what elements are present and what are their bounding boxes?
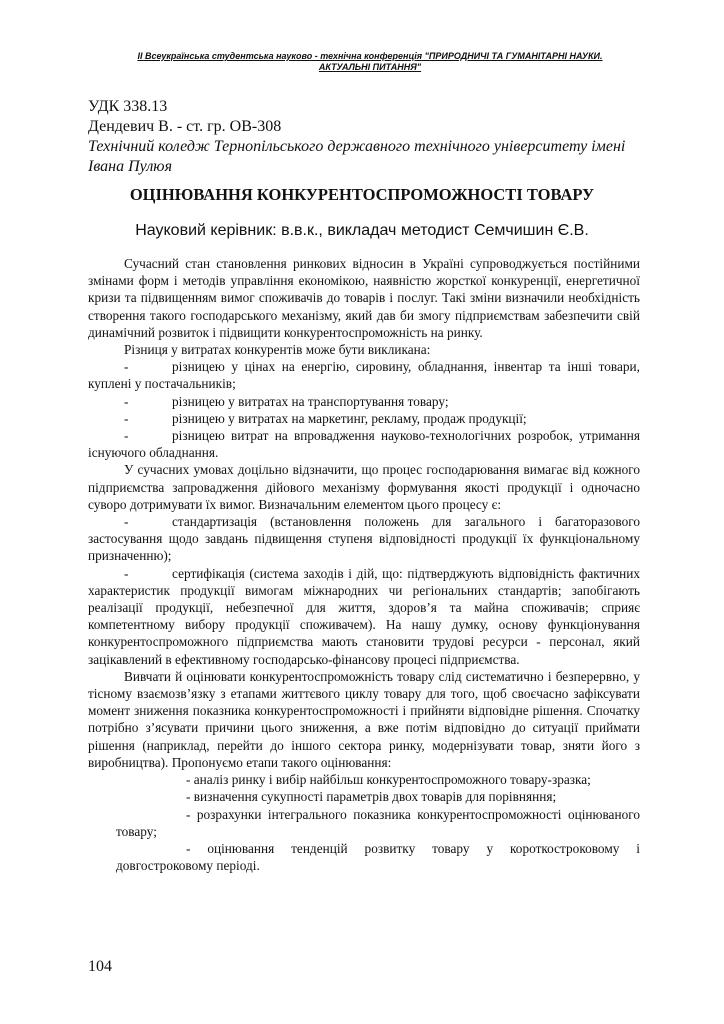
list-item: [88, 565, 640, 668]
conference-header-line-2: АКТУАЛЬНІ ПИТАННЯ": [318, 62, 422, 72]
list-item: [88, 410, 640, 427]
list-item-text: стандартизація (встановлення положень для загального і багаторазового застосування щодо завдань підвищення ступеня відповідності продукції їх функціональному призначенню);: [88, 514, 640, 564]
list-item-text: сертифікація (система заходів і дій, що: підтверджують відповідність фактичних характеристик продукції вимогам міжнародних чи регіональних стандартів; запобігають реалізації продукції, небезпечної для життя, здоров’я та майна споживачів; сприяє компетентному вибору продукції споживачем). На нашу думку, основу функціонування конкурентоспроможного підприємства мають становити трудові ресурси - персонал, який зацікавлений в ефективному господарсько-фінансову процесі підприємства.: [88, 565, 640, 667]
article-meta: [88, 97, 648, 177]
list-item-text: різницею у цінах на енергію, сировину, обладнання, інвентар та інші товари, куплені у постачальників;: [88, 359, 640, 392]
article-title: ОЦІНЮВАННЯ КОНКУРЕНТОСПРОМОЖНОСТІ ТОВАРУ: [129, 185, 595, 204]
list-item: [88, 393, 640, 410]
scientific-advisor: Науковий керівник: в.в.к., викладач методист Семчишин Є.В.: [135, 222, 589, 239]
dash-marker: -: [124, 565, 129, 581]
conference-header-line-1: ІІ Всеукраїнська студентська науково - технічна конференція "ПРИРОДНИЧІ ТА ГУМАНІТАРНІ НАУКИ.: [137, 51, 603, 61]
author-line: Дендевич В. - ст. гр. ОВ-308: [88, 118, 282, 135]
dash-marker: -: [124, 410, 129, 426]
stage-item: - оцінювання тенденцій розвитку товару у короткостроковому і довгостроковому періоді.: [116, 840, 640, 874]
stage-item: - аналіз ринку і вибір найбільш конкурентоспроможного товару-зразка;: [186, 772, 591, 788]
dash-marker: -: [124, 359, 129, 375]
paragraph: Сучасний стан становлення ринкових відносин в Україні супроводжується постійними змінами форм і методів управління економікою, наявністю жорсткої конкуренції, енергетичної кризи та підвищенням вимог споживачів до товарів і послуг. Такі зміни визначили необхідність створення такого господарського механізму, який дав би змогу підприємствам забезпечити свій динамічний розвиток і підвищити конкурентоспроможність на ринку.: [88, 256, 640, 340]
article-body: [88, 255, 640, 874]
paragraph: Різниця у витратах конкурентів може бути викликана:: [124, 342, 431, 358]
dash-marker: -: [124, 514, 129, 530]
list-item: [88, 358, 640, 392]
udc-code: УДК 338.13: [88, 98, 168, 115]
page-number: 104: [88, 958, 112, 975]
conference-header: [80, 51, 660, 73]
list-item-text: різницею витрат на впровадження науково-технологічних розробок, утримання існуючого обладнання.: [88, 428, 640, 461]
list-item: [88, 513, 640, 565]
dash-marker: -: [124, 428, 129, 444]
dash-marker: -: [124, 393, 129, 409]
stage-item: - розрахунки інтегрального показника конкурентоспроможності оцінюваного товару;: [116, 806, 640, 839]
list-item-text: різницею у витратах на маркетинг, рекламу, продаж продукції;: [172, 410, 527, 426]
paragraph: У сучасних умовах доцільно відзначити, що процес господарювання вимагає від кожного підприємства запровадження дійового механізму формування якості продукції і одночасно суворо дотримувати їх вимог. Визначальним елементом цього процесу є:: [88, 462, 640, 512]
paragraph: Вивчати й оцінювати конкурентоспроможність товару слід систематично і безперервно, у тісному взаємозв’язку з етапами життєвого циклу товару для того, щоб своєчасно зафіксувати момент зниження показника конкурентоспроможності і прийняти відповідне рішення. Спочатку потрібно з’ясувати причини цього зниження, а вже потім відповідно до ситуації приймати рішення (наприклад, перейти до іншого сектора ринку, модернізувати товар, зняти його з виробництва). Пропонуємо етапи такого оцінювання:: [88, 668, 640, 770]
stage-item: - визначення сукупності параметрів двох товарів для порівняння;: [186, 789, 557, 805]
list-item: [88, 427, 640, 461]
institution-line: Технічний коледж Тернопільського державного технічного університету імені Івана Пулюя: [88, 138, 626, 175]
list-item-text: різницею у витратах на транспортування товару;: [172, 393, 449, 409]
